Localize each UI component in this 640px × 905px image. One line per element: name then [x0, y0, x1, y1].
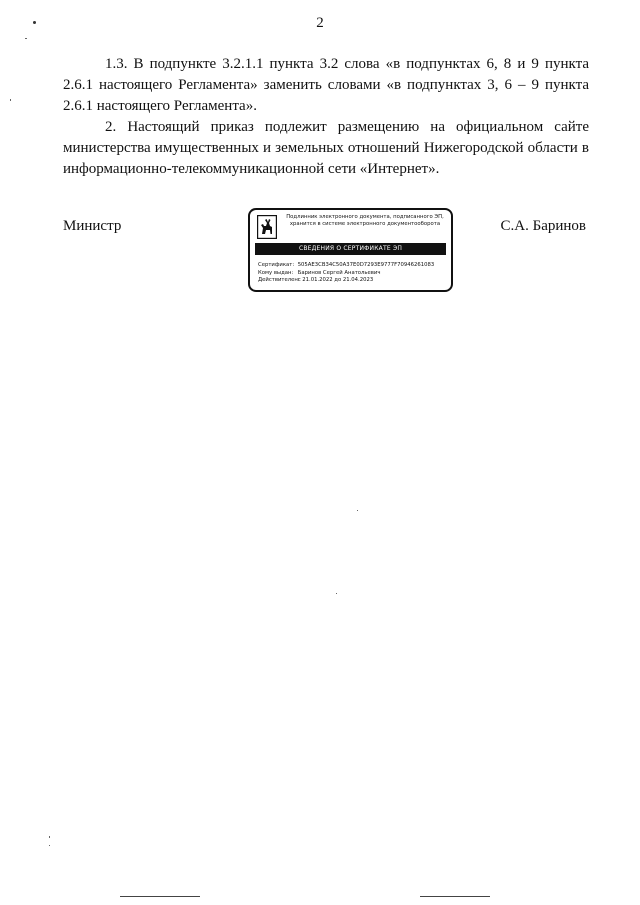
- valid-label: Действителен:: [258, 277, 300, 283]
- scan-speck: [336, 593, 337, 594]
- scan-speck: [25, 38, 27, 39]
- stamp-header-line-1: Подлинник электронного документа, подписанного ЭП,: [286, 214, 444, 220]
- certificate-label: Сертификат:: [258, 262, 295, 268]
- page-number: 2: [316, 15, 324, 31]
- stamp-details: [258, 262, 448, 285]
- paragraph-1-3: 1.3. В подпункте 3.2.1.1 пункта 3.2 слова «в подпунктах 6, 8 и 9 пункта 2.6.1 настоящего Регламента» заменить словами «в подпунктах 3, 6 – 9 пункта 2.6.1 настоящего Регламента».: [63, 56, 589, 114]
- scan-edge-line: [120, 896, 200, 897]
- signer-name: С.А. Баринов: [500, 218, 586, 234]
- certificate-row: [258, 262, 448, 270]
- stamp-certificate-bar: СВЕДЕНИЯ О СЕРТИФИКАТЕ ЭП: [255, 243, 446, 255]
- issued-to-value: Баринов Сергей Анатольевич: [297, 269, 381, 276]
- deer-emblem-icon: [257, 215, 277, 239]
- valid-row: [258, 277, 448, 285]
- certificate-value: 505AE3CB34C50A37E0D7293E9777F70946261083: [297, 262, 435, 268]
- valid-value: с 21.01.2022 до 21.04.2023: [297, 277, 374, 283]
- scan-speck: [10, 99, 11, 101]
- paragraph-2: 2. Настоящий приказ подлежит размещению на официальном сайте министерства имущественных и земельных отношений Нижегородской области в информационно-телекоммуникационной сети «Интернет».: [63, 119, 589, 177]
- scan-edge-line: [420, 896, 490, 897]
- scan-speck: [357, 510, 358, 511]
- electronic-signature-stamp: [248, 208, 453, 292]
- scan-speck: [33, 21, 36, 24]
- document-body: [63, 54, 589, 180]
- scan-speck: [49, 836, 50, 838]
- stamp-header-line-2: хранится в системе электронного документооборота: [289, 221, 441, 227]
- signer-title: Министр: [63, 218, 122, 234]
- stamp-header: [282, 214, 448, 228]
- scan-speck: [49, 845, 50, 846]
- issued-to-row: [258, 270, 448, 278]
- issued-to-label: Кому выдан:: [258, 269, 294, 276]
